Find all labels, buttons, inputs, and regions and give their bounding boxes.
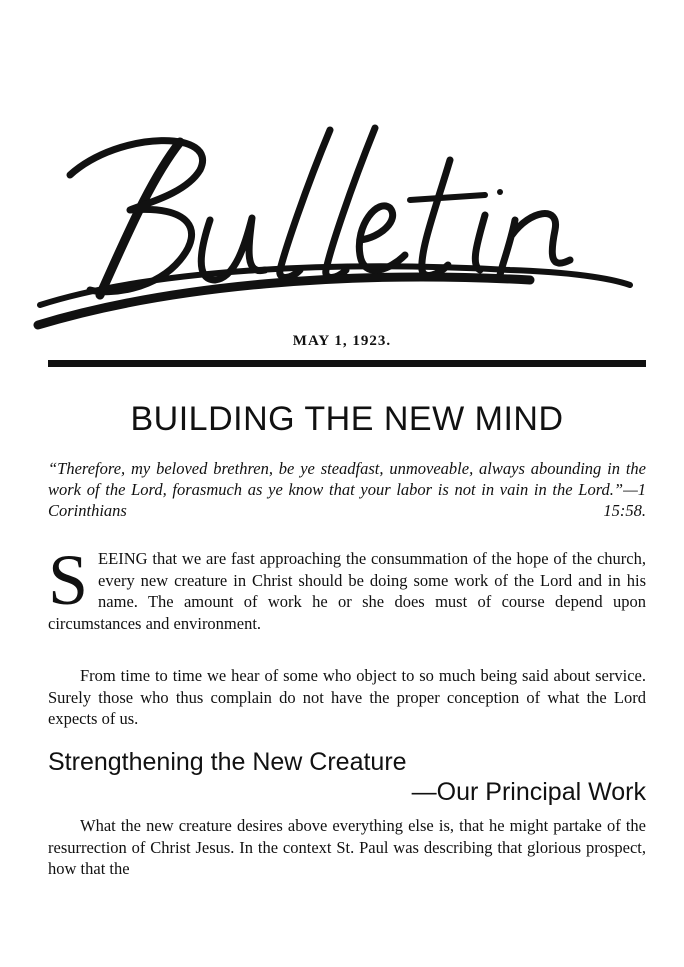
scripture-epigraph: “Therefore, my beloved brethren, be ye steadfast, unmoveable, always abounding in the work of the Lord, forasmuch as ye know that your labor is not in vain in the Lord.”—1 Corinthians 15:58.	[48, 459, 646, 520]
paragraph-3: What the new creature desires above everything else is, that he might partake of the resurrection of Christ Jesus. In the context St. Paul was describing that glorious prospect, how that the	[48, 816, 646, 878]
paragraph-1-text: EEING that we are fast approaching the consummation of the hope of the church, every new creature in Christ should be doing some work of the Lord and in his name. The amount of work he or she does must of course depend upon circumstances and environment.	[48, 549, 646, 633]
subheading-line-2: —Our Principal Work	[411, 778, 646, 806]
article-headline: BUILDING THE NEW MIND	[130, 400, 564, 438]
paragraph-2: From time to time we hear of some who object to so much being said about service. Surely those who thus complain do not have the proper conception of what the Lord expects of us.	[48, 666, 646, 728]
masthead-logo	[30, 120, 650, 340]
issue-date: MAY 1, 1923.	[292, 333, 392, 349]
drop-cap: S	[48, 540, 89, 620]
paragraph-1	[48, 540, 646, 634]
bulletin-wordmark	[30, 120, 650, 340]
masthead-rule	[48, 360, 646, 367]
subheading-line-1: Strengthening the New Creature	[48, 748, 407, 776]
